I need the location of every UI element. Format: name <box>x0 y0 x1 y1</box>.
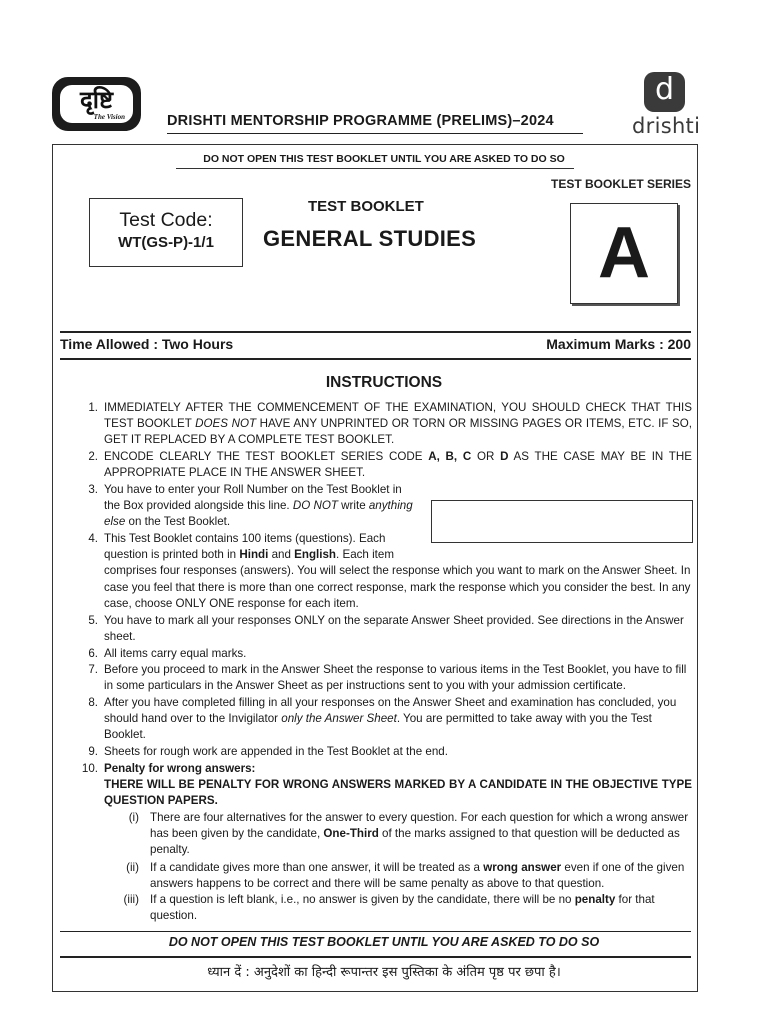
sub-item-text: There are four alternatives for the answer to every question. For each question for which a wrong answer has been given by the candidate, One-Third of the marks assigned to that question will be deducted as penalty. <box>150 811 689 857</box>
booklet-label: TEST BOOKLET <box>308 198 424 215</box>
series-label: TEST BOOKLET SERIES <box>550 177 691 191</box>
divider <box>60 331 691 333</box>
sub-item-text: If a question is left blank, i.e., no answer is given by the candidate, there will be no penalty for that question. <box>150 893 655 923</box>
series-box <box>570 203 678 304</box>
penalty-sub-item <box>118 892 692 924</box>
penalty-sub-item <box>118 860 692 892</box>
sub-item-number: (ii) <box>126 861 139 874</box>
instruction-item <box>78 646 692 662</box>
booklet-subject: GENERAL STUDIES <box>263 226 477 251</box>
instruction-item <box>78 449 692 481</box>
instruction-item <box>78 761 692 810</box>
test-code-title: Test Code: <box>119 209 213 231</box>
divider <box>60 931 691 932</box>
item-text: This Test Booklet contains 100 items (questions). Each question is printed both in Hindi and English. Each item <box>104 532 395 562</box>
item-number: 3. <box>88 483 98 496</box>
item-number: 1. <box>88 401 98 414</box>
instruction-item <box>78 662 692 694</box>
series-letter: A <box>598 213 650 293</box>
penalty-heading: Penalty for wrong answers: <box>104 762 256 775</box>
divider <box>60 358 691 360</box>
item-number: 8. <box>88 696 98 709</box>
item-text: ENCODE CLEARLY THE TEST BOOKLET SERIES CODE A, B, C OR D AS THE CASE MAY BE IN THE APPROPRIATE PLACE IN THE ANSWER SHEET. <box>104 450 692 480</box>
item-number: 7. <box>88 663 98 676</box>
instruction-item <box>78 531 692 612</box>
instruction-item <box>78 744 692 760</box>
item-text: You have to mark all your responses ONLY on the separate Answer Sheet provided. See directions in the Answer sheet. <box>104 614 684 644</box>
item-number: 10. <box>81 762 98 775</box>
divider <box>176 168 574 169</box>
logo-wordmark: drishti <box>632 114 701 138</box>
item-text: IMMEDIATELY AFTER THE COMMENCEMENT OF THE EXAMINATION, YOU SHOULD CHECK THAT THIS TEST BOOKLET DOES NOT HAVE ANY UNPRINTED OR TORN OR MISSING PAGES OR ITEMS, ETC. IF SO, GET IT REPLACED BY A COMPLETE TEST BOOKLET. <box>104 401 692 447</box>
test-code-value: WT(GS-P)-1/1 <box>118 234 214 251</box>
logo-letter: d <box>654 72 675 107</box>
maximum-marks: Maximum Marks : 200 <box>546 336 691 352</box>
instruction-item <box>78 613 692 645</box>
sub-item-number: (i) <box>128 811 139 824</box>
penalty-sub-item <box>118 810 692 859</box>
logo-tagline: The Vision <box>93 113 125 121</box>
hindi-note: ध्यान दें : अनुदेशों का हिन्दी रूपान्तर इस पुस्तिका के अंतिम पृष्ठ पर छपा है। <box>207 965 561 980</box>
item-text: You have to enter your Roll Number on the Test Booklet in the Box provided alongside this line. DO NOT write anything else on the Test Booklet. <box>104 483 413 529</box>
item-text: Before you proceed to mark in the Answer Sheet the response to various items in the Test Booklet, you have to fill in some particulars in the Answer Sheet as per instructions sent to you with your admission certificate. <box>104 663 687 693</box>
item-number: 4. <box>88 532 98 545</box>
programme-title: DRISHTI MENTORSHIP PROGRAMME (PRELIMS)–2024 <box>167 113 554 129</box>
drishti-app-logo-icon <box>644 72 685 112</box>
item-number: 6. <box>88 647 98 660</box>
sub-item-text: If a candidate gives more than one answer, it will be treated as a wrong answer even if one of the given answers happens to be correct and there will be same penalty as above to that question. <box>150 861 685 891</box>
item-number: 2. <box>88 450 98 463</box>
item-text: After you have completed filling in all your responses on the Answer Sheet and examination has concluded, you should hand over to the Invigilator only the Answer Sheet. You are permitted to take away with you the Test Booklet. <box>104 696 677 742</box>
test-code-box <box>89 198 243 267</box>
instruction-item <box>78 695 692 744</box>
item-text: Sheets for rough work are appended in the Test Booklet at the end. <box>104 745 448 758</box>
item-number: 9. <box>88 745 98 758</box>
drishti-hindi-logo <box>52 77 141 131</box>
title-underline <box>167 133 583 134</box>
item-text-continued: comprises four responses (answers). You will select the response which you want to mark on the Answer Sheet. In case you feel that there is more than one correct response, mark the response which you consider the best. In any case, choose ONLY ONE response for each item. <box>104 564 691 610</box>
do-not-open-notice-top: DO NOT OPEN THIS TEST BOOKLET UNTIL YOU ARE ASKED TO DO SO <box>203 153 565 165</box>
sub-item-number: (iii) <box>123 893 139 906</box>
do-not-open-notice-bottom: DO NOT OPEN THIS TEST BOOKLET UNTIL YOU ARE ASKED TO DO SO <box>168 935 600 949</box>
time-allowed: Time Allowed : Two Hours <box>60 336 234 352</box>
instruction-item <box>78 400 692 449</box>
divider <box>60 956 691 958</box>
item-text: All items carry equal marks. <box>104 647 247 660</box>
instructions-title: INSTRUCTIONS <box>325 374 443 391</box>
item-number: 5. <box>88 614 98 627</box>
penalty-notice: THERE WILL BE PENALTY FOR WRONG ANSWERS MARKED BY A CANDIDATE IN THE OBJECTIVE TYPE QUESTION PAPERS. <box>104 778 692 808</box>
logo-hindi-text: दृष्टि <box>80 86 113 114</box>
